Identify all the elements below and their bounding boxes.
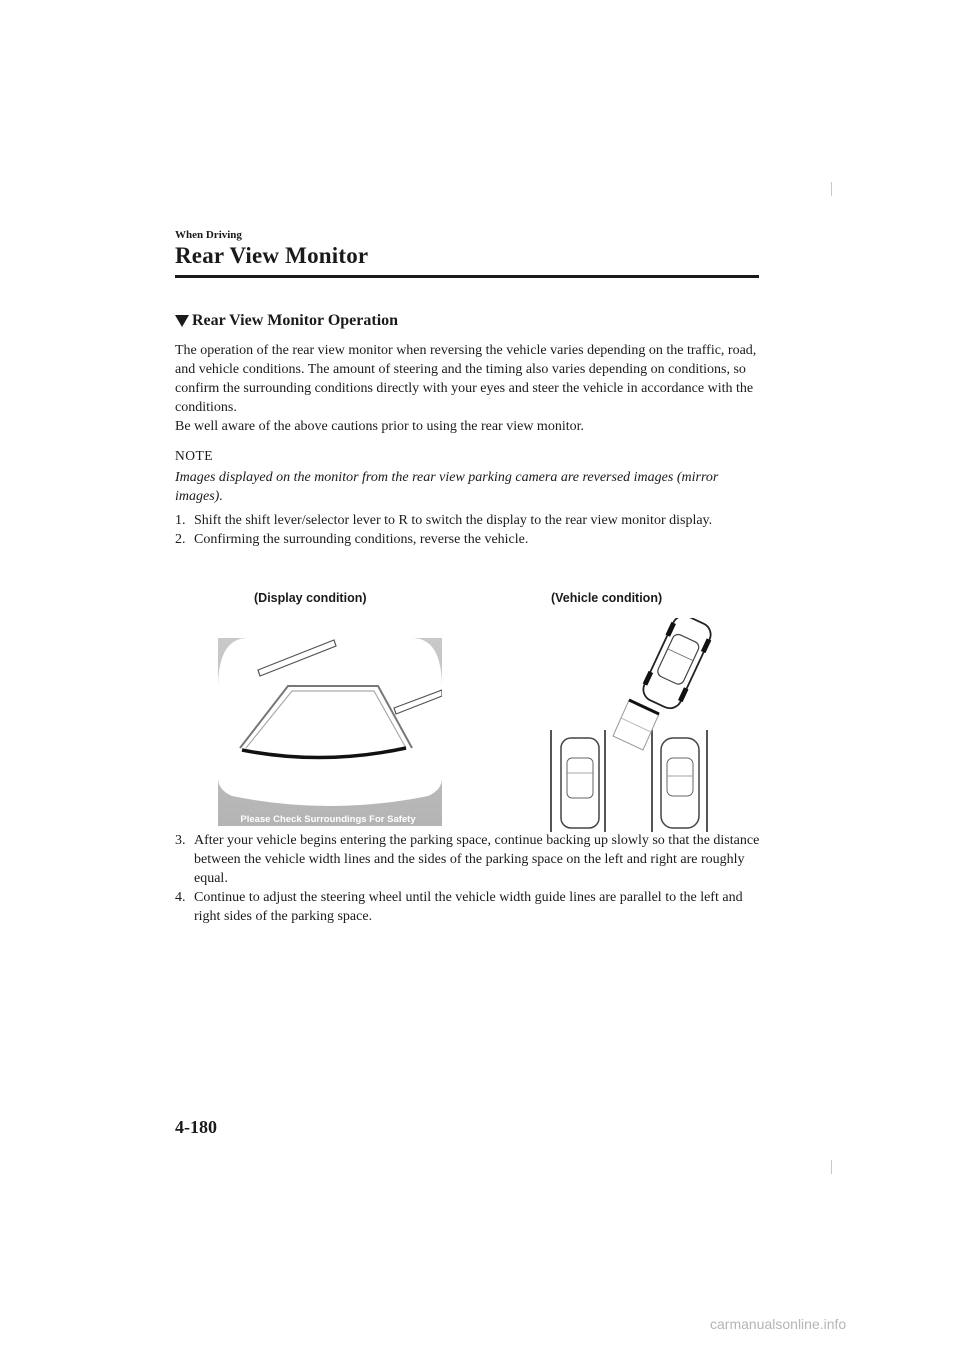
paragraph-1: The operation of the rear view monitor when reversing the vehicle varies depending on the traffic, road, and vehicle conditions. The amount of steering and the timing also varies depending on conditions, so confirm the surrounding conditions directly with your eyes and steer the vehicle in accordance with the conditions.: [175, 343, 757, 415]
step-number: 2.: [175, 532, 186, 547]
triangle-bullet-icon: [175, 315, 189, 327]
crop-mark-bottom: [831, 1160, 832, 1174]
vehicle-position-illustration: [545, 618, 720, 833]
list-item: [175, 831, 765, 888]
steps-list-2: [175, 831, 765, 926]
page-number: 4-180: [175, 1117, 217, 1137]
subsection-heading: [175, 312, 398, 330]
parked-car-right: [661, 738, 699, 828]
section-label: When Driving: [175, 229, 242, 241]
list-item: [175, 888, 765, 926]
list-item: [175, 530, 765, 549]
note-label: NOTE: [175, 448, 213, 463]
safety-message: Please Check Surroundings For Safety: [240, 814, 416, 825]
page-title: Rear View Monitor: [175, 243, 369, 268]
steps-list-1: [175, 511, 765, 549]
operation-paragraph: [175, 341, 765, 436]
step-text: After your vehicle begins entering the parking space, continue backing up slowly so that the distance between the vehicle width lines and the sides of the parking space on the left and right are roughly equal.: [194, 833, 760, 886]
parked-car-left: [561, 738, 599, 828]
reversing-car: [638, 618, 717, 713]
step-text: Confirming the surrounding conditions, reverse the vehicle.: [194, 532, 529, 547]
crop-mark-top: [831, 182, 832, 196]
note-text: Images displayed on the monitor from the rear view parking camera are reversed images (mirror images).: [175, 470, 719, 504]
step-number: 1.: [175, 513, 186, 528]
step-text: Continue to adjust the steering wheel until the vehicle width guide lines are parallel to the left and right sides of the parking space.: [194, 890, 743, 924]
vehicle-caption: (Vehicle condition): [551, 591, 663, 605]
step-number: 4.: [175, 890, 186, 905]
list-item: [175, 511, 765, 530]
step-number: 3.: [175, 833, 186, 848]
rear-view-display-illustration: [218, 638, 442, 826]
camera-view: [218, 638, 442, 806]
title-rule: [175, 275, 759, 278]
step-text: Shift the shift lever/selector lever to R to switch the display to the rear view monitor display.: [194, 513, 713, 528]
paragraph-2: Be well aware of the above cautions prior to using the rear view monitor.: [175, 419, 584, 434]
display-caption: (Display condition): [254, 591, 367, 605]
subsection-heading-text: Rear View Monitor Operation: [192, 312, 399, 329]
watermark: carmanualsonline.info: [710, 1316, 847, 1332]
